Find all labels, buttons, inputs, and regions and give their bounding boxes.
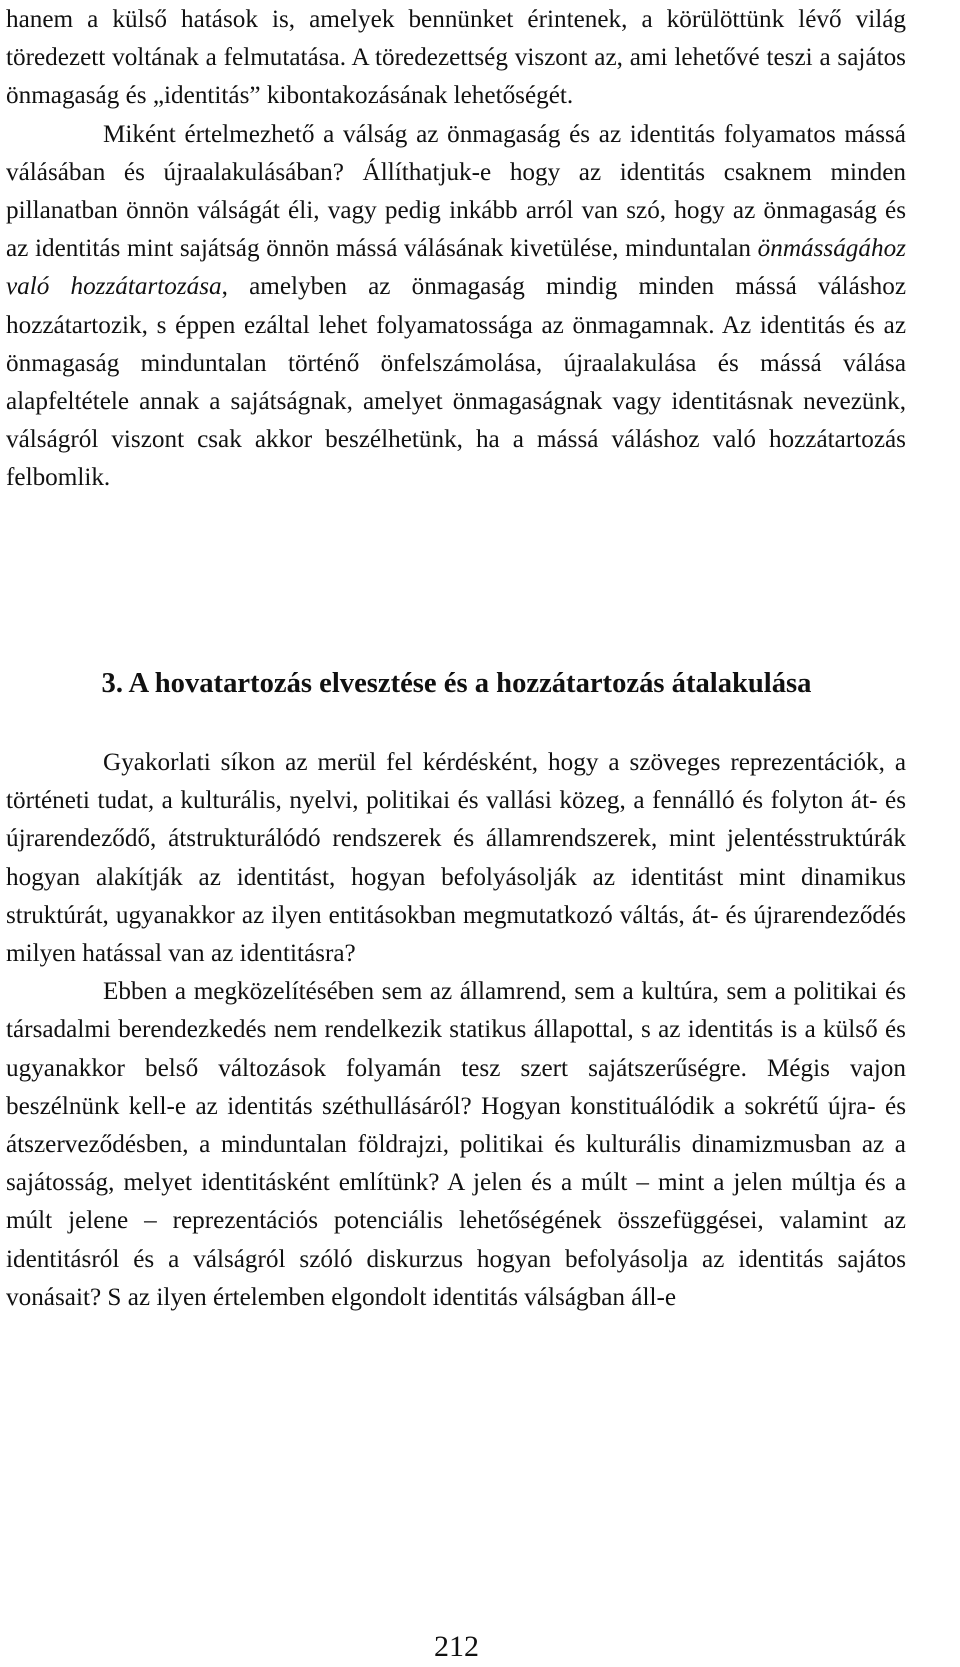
body-paragraph — [6, 116, 906, 498]
paragraph-text: Gyakorlati síkon az merül fel kérdésként, hogy a szöveges reprezentációk, a történeti tudat, a kulturális, nyelvi, politikai és vallási közeg, a fennálló és folyton át- és újrarendeződő, átstrukturálódó rendszerek és államrendszerek, mint jelentésstruktúrák hogyan alakítják az identitást, hogyan befolyásolják az identitást mint dinamikus struktúrát, ugyanakkor az ilyen entitásokban megmutatkozó váltás, át- és újrarendeződés milyen hatással van az identitásra? — [6, 749, 906, 968]
section-heading: 3. A hovatartozás elvesztése és a hozzátartozás átalakulása — [101, 668, 812, 699]
paragraph-text: , amelyben az önmagaság mindig minden mássá váláshoz hozzátartozik, s éppen ezáltal lehet folyamatossága az önmagamnak. Az identitás és az önmagaság minduntalan történő önfelszámolása, újraalakulása és mássá válása alapfeltétele annak a sajátságnak, amelyet önmagaságnak vagy identitásnak nevezünk, válságról viszont csak akkor beszélhetünk, ha a mássá váláshoz való hozzátartozás felbomlik. — [6, 273, 906, 492]
body-paragraph — [6, 973, 906, 1317]
italic-phrase: önmásságához való hozzátartozása — [6, 235, 906, 301]
paragraph-text: Ebben a megközelítésében sem az államrend, sem a kultúra, sem a politikai és társadalmi berendezkedés nem rendelkezik statikus állapottal, s az identitás is a külső és ugyanakkor belső változások folyamán tesz szert sajátszerűségre. Mégis vajon beszélnünk kell-e az identitás széthullásáról? Hogyan konstituálódik a sokrétű újra- és átszerveződésben, a minduntalan földrajzi, politikai és kulturális dinamizmusban az a sajátosság, melyet identitásként említünk? A jelen és a múlt – mint a jelen múltja és a múlt jelene – reprezentációs potenciális lehetőségének összefüggései, valamint az identitásról és a válságról szóló diskurzus hogyan befolyásolja az identitás sajátos vonásait? S az ilyen értelemben elgondolt identitás válságban áll-e — [6, 978, 906, 1311]
body-paragraph — [6, 744, 906, 973]
body-paragraph — [6, 0, 906, 116]
paragraph-text: Miként értelmezhető a válság az önmagaság és az identitás folyamatos mássá válásában és újraalakulásában? Állíthatjuk-e hogy az identitás csaknem minden pillanatban önnön válságát éli, vagy pedig inkább arról van szó, hogy az önmagaság és az identitás mint sajátság önnön mássá válásának kivetülése, minduntalan — [6, 120, 906, 263]
section-body — [6, 744, 906, 1317]
page-number: 212 — [434, 1630, 479, 1663]
document-page — [6, 0, 906, 498]
paragraph-text: hanem a külső hatások is, amelyek bennünket érintenek, a körülöttünk lévő világ töredezett voltának a felmutatása. A töredezettség viszont az, ami lehetővé teszi a sajátos önmagaság és „identitás” kibontakozásának lehetőségét. — [6, 6, 906, 110]
